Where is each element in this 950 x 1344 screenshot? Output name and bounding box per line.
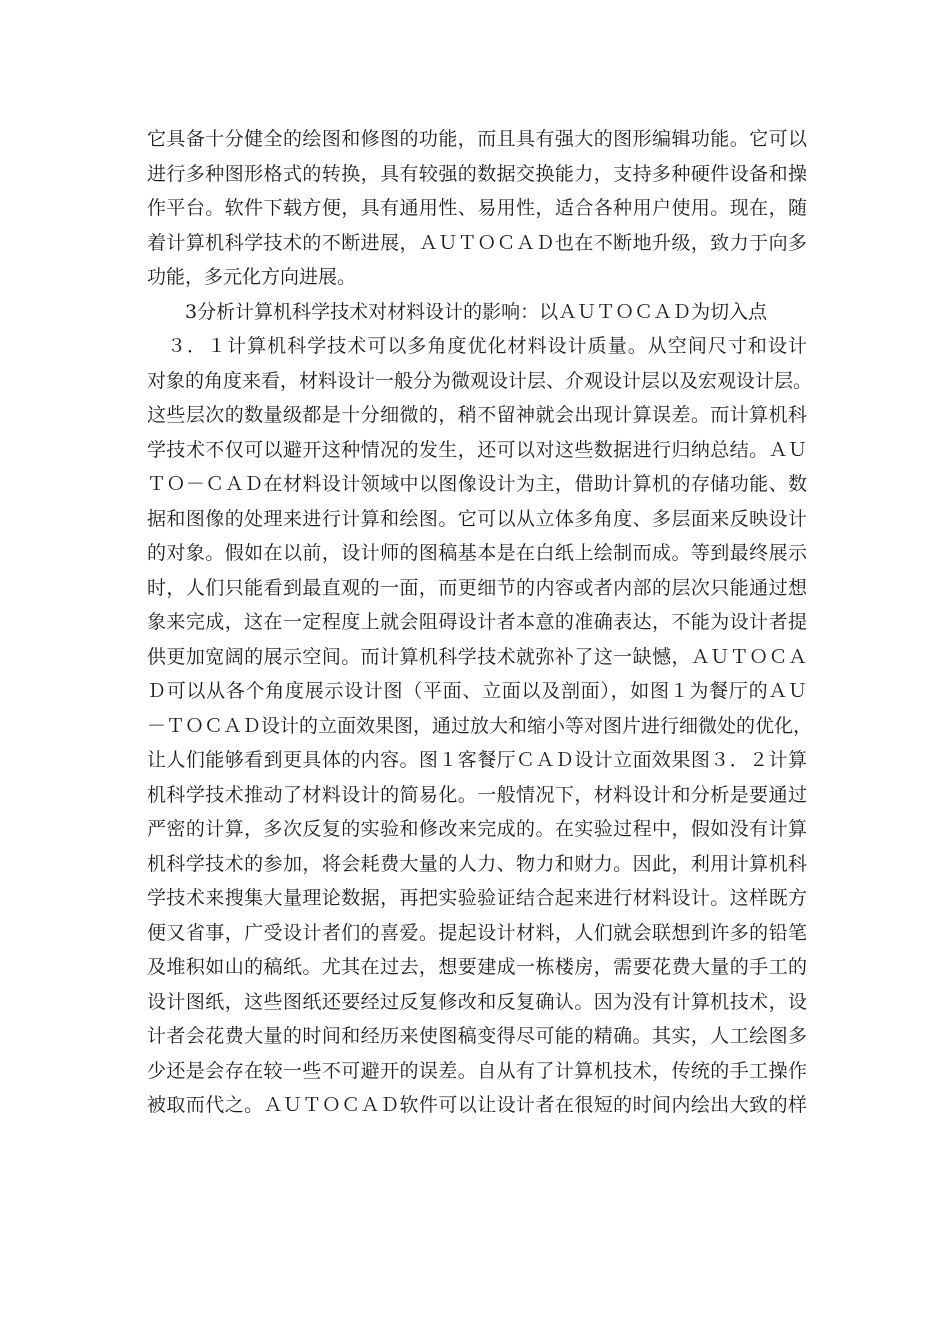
text-line: 象来完成，这在一定程度上就会阻碍设计者本意的准确表达，不能为设计者提 — [147, 611, 807, 633]
text-line: 时，人们只能看到最直观的一面，而更细节的内容或者内部的层次只能通过想 — [147, 576, 807, 599]
text-line: 让人们能够看到更具体的内容。图１客餐厅ＣＡＤ设计立面效果图３．２计算 — [147, 749, 807, 771]
section-heading: 3分析计算机科学技术对材料设计的影响：以ＡＵＴＯＣＡＤ为切入点 — [185, 300, 768, 323]
text-line: 计者会花费大量的时间和经历来使图稿变得尽可能的精确。其实，人工绘图多 — [147, 1025, 807, 1047]
text-line: 严密的计算，多次反复的实验和修改来完成的。在实验过程中，假如没有计算 — [147, 818, 807, 840]
text-line: 作平台。软件下载方便，具有通用性、易用性，适合各种用户使用。现在，随 — [147, 197, 807, 219]
text-line: 被取而代之。ＡＵＴＯＣＡＤ软件可以让设计者在很短的时间内绘出大致的样 — [147, 1094, 807, 1116]
body-text — [147, 122, 813, 1123]
text-line: 功能，多元化方向进展。 — [147, 266, 357, 288]
text-line: 它具备十分健全的绘图和修图的功能，而且具有强大的图形编辑功能。它可以 — [147, 128, 807, 150]
text-line: 供更加宽阔的展示空间。而计算机科学技术就弥补了这一缺憾，ＡＵＴＯＣＡ — [147, 645, 807, 668]
text-line: 这些层次的数量级都是十分细微的，稍不留神就会出现计算误差。而计算机科 — [147, 404, 807, 426]
text-line: Ｄ可以从各个角度展示设计图（平面、立面以及剖面），如图１为餐厅的ＡＵ — [147, 680, 807, 702]
text-line: 进行多种图形格式的转换，具有较强的数据交换能力，支持多种硬件设备和操 — [147, 162, 807, 185]
text-line: 据和图像的处理来进行计算和绘图。它可以从立体多角度、多层面来反映设计 — [147, 507, 807, 530]
text-line: 学技术来搜集大量理论数据，再把实验验证结合起来进行材料设计。这样既方 — [147, 887, 807, 909]
text-line: 及堆积如山的稿纸。尤其在过去，想要建成一栋楼房，需要花费大量的手工的 — [147, 956, 807, 978]
text-line: 便又省事，广受设计者们的喜爱。提起设计材料，人们就会联想到许多的铅笔 — [147, 921, 807, 944]
text-line: 设计图纸，这些图纸还要经过反复修改和反复确认。因为没有计算机技术，设 — [147, 990, 807, 1013]
text-line: 机科学技术的参加，将会耗费大量的人力、物力和财力。因此，利用计算机科 — [147, 852, 807, 875]
text-line: 的对象。假如在以前，设计师的图稿基本是在白纸上绘制而成。等到最终展示 — [147, 542, 807, 564]
text-line: 少还是会存在较一些不可避开的误差。自从有了计算机技术，传统的手工操作 — [147, 1059, 807, 1082]
text-line: 学技术不仅可以避开这种情况的发生，还可以对这些数据进行归纳总结。ＡＵ — [147, 438, 807, 461]
subsection-first-line: ３．１计算机科学技术可以多角度优化材料设计质量。从空间尺寸和设计 — [167, 335, 807, 357]
text-line: 对象的角度来看，材料设计一般分为微观设计层、介观设计层以及宏观设计层。 — [147, 369, 813, 392]
text-line: 着计算机科学技术的不断进展，ＡＵＴＯＣＡＤ也在不断地升级，致力于向多 — [147, 231, 807, 254]
text-line: －ＴＯＣＡＤ设计的立面效果图，通过放大和缩小等对图片进行细微处的优化， — [147, 714, 813, 737]
text-line: ＴＯ－ＣＡＤ在材料设计领域中以图像设计为主，借助计算机的存储功能、数 — [147, 473, 807, 495]
text-line: 机科学技术推动了材料设计的简易化。一般情况下，材料设计和分析是要通过 — [147, 783, 807, 806]
